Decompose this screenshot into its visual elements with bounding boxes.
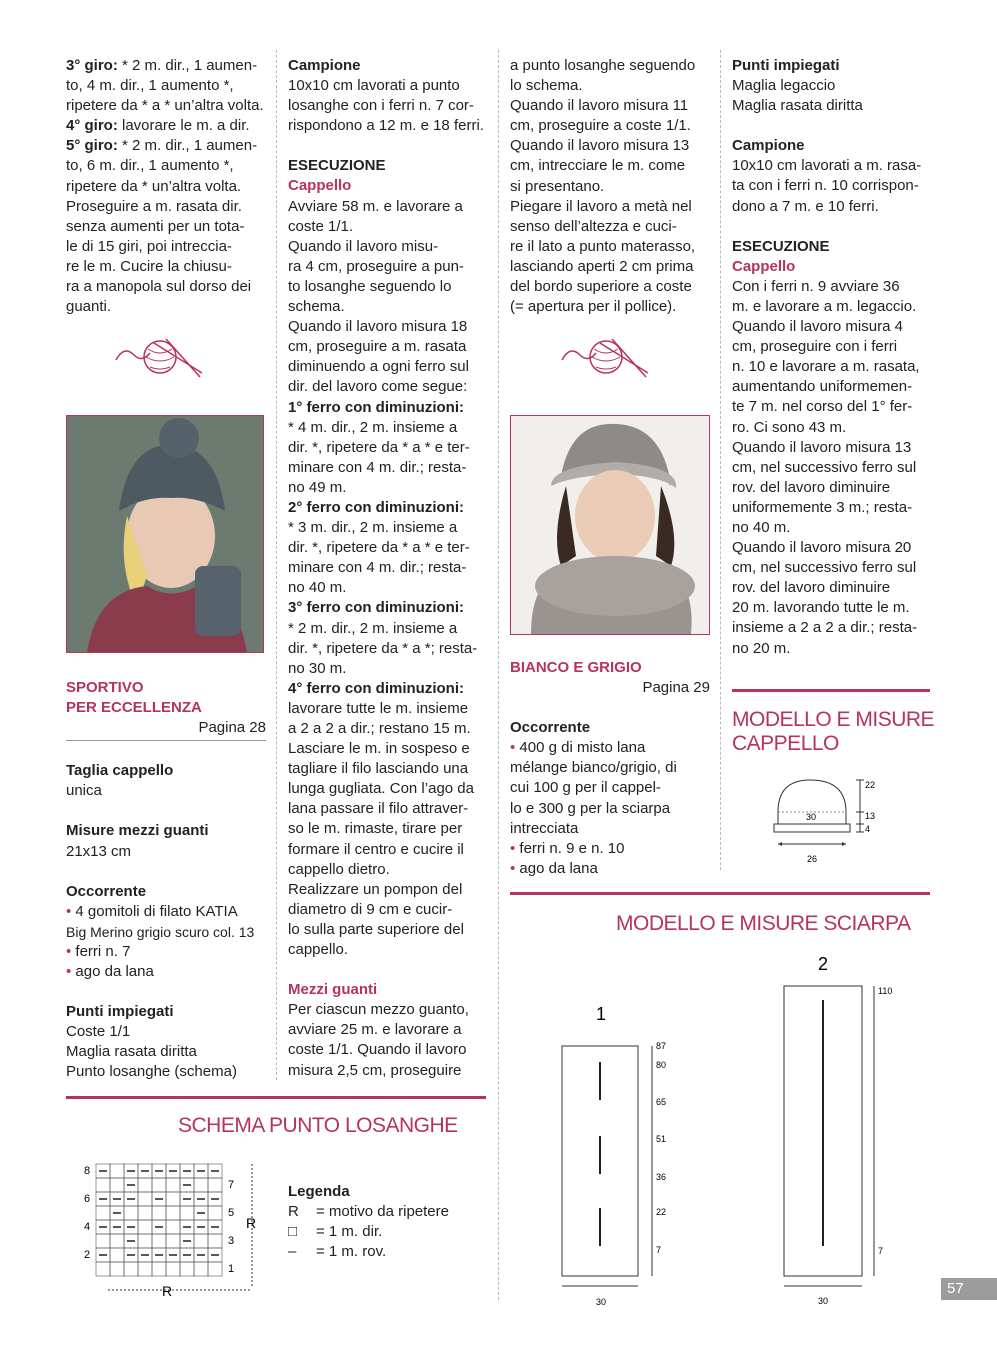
photo-woman-grey-hat (66, 415, 264, 653)
scarf2-h-7: 7 (878, 1246, 884, 1256)
text-line: Quando il lavoro misura 13 (732, 438, 912, 456)
mezzi-line: misura 2,5 cm, proseguire (288, 1061, 462, 1079)
text-line: cm, nel successivo ferro sul (732, 559, 917, 577)
row-label-7: 7 (228, 1179, 235, 1191)
campione-heading: Campione (732, 137, 805, 155)
text-line (288, 639, 488, 659)
chart-cell (166, 1178, 180, 1192)
column-3 (510, 56, 710, 317)
line-text: senza aumenti per un tota- (66, 217, 245, 235)
line-text: lavorare le m. a dir. (117, 117, 250, 135)
row-label-6: 6 (84, 1193, 91, 1205)
text-line: no 40 m. (732, 518, 791, 536)
legend (288, 1182, 488, 1262)
mezzi-line: avviare 25 m. e lavorare a (288, 1021, 462, 1039)
campione-heading: Campione (288, 57, 361, 74)
line-text: * 2 m. dir., 1 aumen- (117, 57, 258, 74)
chart-cell (96, 1234, 110, 1248)
text-line (288, 619, 488, 639)
scarf1-h-22: 22 (656, 1207, 667, 1217)
legend-row (288, 1222, 488, 1242)
misure-value: 21x13 cm (66, 842, 132, 860)
scarf1-width: 30 (596, 1297, 607, 1307)
hat-h3: 4 (865, 824, 871, 834)
project-info-2 (510, 658, 710, 879)
line-text: Lasciare le m. in sospeso e (288, 740, 470, 758)
chart-cell (194, 1178, 208, 1192)
text-line (66, 217, 266, 237)
line-text: ra a manopola sul dorso dei (66, 278, 252, 296)
campione-line: dono a 7 m. e 10 ferri. (732, 197, 879, 215)
text-line (66, 277, 266, 297)
line-text: * 4 m. dir., 2 m. insieme a (288, 418, 458, 436)
stitch-chart (80, 1160, 280, 1300)
row-label-5: 5 (228, 1207, 235, 1219)
title-schema: SCHEMA PUNTO LOSANGHE (178, 1114, 458, 1137)
line-text: ra 4 cm, proseguire a pun- (288, 257, 464, 275)
text-line (288, 398, 488, 418)
text-line (66, 96, 266, 116)
page-ref: Pagina 28 (66, 718, 266, 741)
text-line (288, 880, 488, 900)
scarf2-width: 30 (818, 1296, 829, 1306)
chart-cell (194, 1262, 208, 1276)
chart-cell (208, 1262, 222, 1276)
text-line: Quando il lavoro misura 11 (510, 97, 689, 115)
text-line (288, 237, 488, 257)
occorrente-heading: Occorrente (66, 882, 147, 900)
text-line (288, 418, 488, 438)
line-text: coste 1/1. (288, 217, 354, 235)
chart-cell (110, 1262, 124, 1276)
chart-cell (138, 1262, 152, 1276)
legend-symbol: – (288, 1243, 297, 1261)
materials-item: • ago da lana (66, 962, 266, 982)
scarf2-h-110: 110 (878, 986, 893, 996)
line-text: dir. del lavoro come segue: (288, 378, 468, 396)
line-text: Realizzare un pompon del (288, 880, 463, 898)
bold-lead: 2° ferro con diminuzioni: (288, 498, 465, 516)
line-text: no 40 m. (288, 579, 347, 597)
chart-cell (96, 1262, 110, 1276)
materials-item: cui 100 g per il cappel- (510, 779, 661, 797)
stitch-item: Punto losanghe (schema) (66, 1063, 237, 1081)
stitch-item: Maglia rasata diritta (66, 1043, 197, 1061)
line-text: dir. *, ripetere da * a * e ter- (288, 539, 470, 557)
title-modello-sciarpa: MODELLO E MISURE SCIARPA (616, 912, 911, 935)
campione-line: rispondono a 12 m. e 18 ferri. (288, 117, 484, 135)
text-line: aumentando uniformemen- (732, 378, 913, 396)
text-line: (= apertura per il pollice). (510, 298, 677, 316)
chart-cell (208, 1206, 222, 1220)
text-line (288, 759, 488, 779)
chart-cell (138, 1192, 152, 1206)
chart-cell (110, 1234, 124, 1248)
text-line: senso dell’altezza e cuci- (510, 217, 677, 235)
chart-cell (166, 1220, 180, 1234)
line-text: minare con 4 m. dir.; resta- (288, 559, 467, 577)
bold-lead: 5° giro: (66, 137, 118, 155)
line-text: a 2 a 2 a dir.; restano 15 m. (288, 720, 471, 737)
row-label-8: 8 (84, 1165, 91, 1177)
text-line: no 20 m. (732, 639, 791, 657)
cappello-heading: Cappello (732, 257, 796, 275)
line-text: tagliare il filo lasciando una (288, 760, 469, 778)
section-bar (732, 689, 930, 692)
line-text: cappello dietro. (288, 860, 390, 878)
chart-cell (152, 1206, 166, 1220)
materials-item: • ago da lana (510, 859, 710, 879)
text-line: cm, intrecciare le m. come (510, 157, 686, 175)
chart-cell (124, 1262, 138, 1276)
hat-w-top: 30 (806, 812, 817, 822)
line-text: lunga gugliata. Con l’ago da (288, 780, 474, 798)
mezzi-line: Per ciascun mezzo guanto, (288, 1001, 469, 1019)
line-text: * 2 m. dir., 2 m. insieme a (288, 619, 458, 637)
text-line: insieme a 2 a 2 a dir.; resta- (732, 619, 918, 637)
text-line: Quando il lavoro misura 20 (732, 539, 912, 557)
text-line: Piegare il lavoro a metà nel (510, 197, 692, 215)
text-line (288, 458, 488, 478)
line-text: Avviare 58 m. e lavorare a (288, 197, 463, 215)
chart-cell (166, 1192, 180, 1206)
chart-cell (110, 1164, 124, 1178)
text-line: rov. del lavoro diminuire (732, 478, 891, 496)
legend-symbol: □ (288, 1223, 298, 1241)
chart-cell (138, 1220, 152, 1234)
column-divider (498, 50, 500, 1300)
text-line (288, 739, 488, 759)
bold-lead: 3° ferro con diminuzioni: (288, 599, 465, 617)
chart-cell (180, 1206, 194, 1220)
bold-lead: 4° giro: (66, 117, 118, 135)
hat-h2: 13 (865, 811, 876, 821)
legend-row (288, 1242, 488, 1262)
scarf-label-1: 1 (596, 1004, 607, 1024)
legend-text: = 1 m. dir. (316, 1223, 383, 1241)
text-line (288, 578, 488, 598)
line-text: diminuendo a ogni ferro sul (288, 358, 469, 376)
project-info-1 (66, 678, 266, 1083)
line-text: Proseguire a m. rasata dir. (66, 197, 242, 215)
line-text: re le m. Cucire la chiusu- (66, 257, 232, 275)
materials-item: lo e 300 g per la sciarpa (510, 799, 671, 817)
text-line: m. e lavorare a m. legaccio. (732, 297, 917, 315)
line-text: lavorare tutte le m. insieme (288, 699, 469, 717)
text-line (288, 357, 488, 377)
legend-symbol: R (288, 1203, 299, 1221)
bold-lead: 4° ferro con diminuzioni: (288, 679, 465, 697)
chart-cell (166, 1234, 180, 1248)
misure-heading: Misure mezzi guanti (66, 822, 209, 840)
campione-line: ta con i ferri n. 10 corrispon- (732, 177, 919, 195)
text-line (288, 900, 488, 920)
repeat-label-bottom: R (162, 1283, 173, 1299)
text-line (288, 337, 488, 357)
project-title: BIANCO E GRIGIO (510, 659, 642, 676)
text-line (288, 840, 488, 860)
text-line (66, 257, 266, 277)
chart-cell (194, 1234, 208, 1248)
line-text: Quando il lavoro misura 18 (288, 318, 468, 336)
text-line (288, 920, 488, 940)
chart-cell (166, 1262, 180, 1276)
text-line (288, 438, 488, 458)
text-line (66, 177, 266, 197)
text-line (288, 277, 488, 297)
ball-of-yarn-icon (560, 335, 650, 391)
text-line (66, 197, 266, 217)
text-line: cm, nel successivo ferro sul (732, 458, 917, 476)
text-line (288, 297, 488, 317)
text-line (288, 538, 488, 558)
column-2 (288, 56, 488, 1081)
text-line (288, 719, 488, 739)
line-text: lana passare il filo attraver- (288, 800, 469, 818)
text-line: Quando il lavoro misura 4 (732, 318, 903, 336)
column-divider (720, 50, 722, 870)
repeat-label-right: R (246, 1215, 257, 1231)
text-line (288, 317, 488, 337)
chart-cell (96, 1178, 110, 1192)
line-text: ripetere da * a * un’altra volta. (66, 97, 264, 115)
text-line (288, 478, 488, 498)
materials-item: • ferri n. 7 (66, 942, 266, 962)
text-line (288, 860, 488, 880)
text-line (288, 558, 488, 578)
row-label-3: 3 (228, 1235, 235, 1247)
mezzi-line: coste 1/1. Quando il lavoro (288, 1041, 467, 1059)
line-text: * 3 m. dir., 2 m. insieme a (288, 519, 458, 537)
chart-cell (138, 1178, 152, 1192)
text-line (288, 819, 488, 839)
chart-cell (208, 1234, 222, 1248)
materials-item: mélange bianco/grigio, di (510, 759, 677, 777)
text-line (288, 518, 488, 538)
column-1 (66, 56, 266, 317)
scarf1-h-87: 87 (656, 1041, 667, 1051)
line-text: cm, proseguire a m. rasata (288, 338, 467, 356)
legend-heading: Legenda (288, 1183, 350, 1200)
cappello-heading: Cappello (288, 177, 352, 195)
materials-item: Big Merino grigio scuro col. 13 (66, 923, 255, 940)
project-title: SPORTIVO (66, 679, 144, 696)
line-text: formare il centro e cucire il (288, 840, 464, 858)
text-line (288, 779, 488, 799)
occorrente-heading: Occorrente (510, 719, 591, 737)
scarf-label-2: 2 (818, 954, 829, 974)
scarf1-h-65: 65 (656, 1097, 667, 1107)
chart-cell (152, 1178, 166, 1192)
stitch-item: Coste 1/1 (66, 1023, 131, 1041)
text-line: a punto losanghe seguendo (510, 57, 696, 74)
text-line (288, 940, 488, 960)
text-line (66, 56, 266, 76)
text-line: rov. del lavoro diminuire (732, 579, 891, 597)
text-line (288, 377, 488, 397)
text-line: Con i ferri n. 9 avviare 36 (732, 277, 900, 295)
line-text: guanti. (66, 298, 112, 316)
materials-item: • ferri n. 9 e n. 10 (510, 839, 710, 859)
text-line (288, 197, 488, 217)
chart-cell (152, 1262, 166, 1276)
chart-cell (180, 1262, 194, 1276)
bold-lead: 3° giro: (66, 57, 118, 74)
punti-heading: Punti impiegati (66, 1003, 174, 1021)
line-text: diametro di 9 cm e cucir- (288, 900, 453, 918)
text-line (288, 498, 488, 518)
line-text: dir. *, ripetere da * a *; resta- (288, 639, 478, 657)
row-label-2: 2 (84, 1249, 91, 1261)
chart-cell (152, 1234, 166, 1248)
section-bar (510, 892, 930, 895)
text-line (66, 76, 266, 96)
taglia-heading: Taglia cappello (66, 762, 174, 780)
line-text: so le m. rimaste, tirare per (288, 820, 463, 838)
esecuzione-heading: ESECUZIONE (732, 237, 830, 255)
line-text: no 49 m. (288, 478, 347, 496)
line-text: ripetere da * un’altra volta. (66, 177, 242, 195)
page-ref: Pagina 29 (642, 679, 710, 697)
ball-of-yarn-icon (114, 335, 204, 391)
photo-woman-chunky-hat (510, 415, 710, 635)
line-text: no 30 m. (288, 659, 347, 677)
legend-row (288, 1202, 488, 1222)
chart-cell (138, 1234, 152, 1248)
text-line (288, 679, 488, 699)
line-text: Quando il lavoro misu- (288, 237, 439, 255)
section-bar (66, 1096, 486, 1099)
text-line: uniformemente 3 m.; resta- (732, 498, 913, 516)
text-line: re il lato a punto materasso, (510, 237, 696, 255)
text-line (66, 116, 266, 136)
row-label-4: 4 (84, 1221, 91, 1233)
page-number: 57 (941, 1278, 997, 1300)
materials-item: • 400 g di misto lana (510, 738, 710, 758)
line-text: lo sulla parte superiore del (288, 920, 464, 938)
stitch-item: Maglia rasata diritta (732, 97, 863, 115)
esecuzione-heading: ESECUZIONE (288, 157, 386, 175)
legend-text: = motivo da ripetere (316, 1203, 449, 1221)
text-line: ro. Ci sono 43 m. (732, 418, 847, 436)
text-line: del bordo superiore a coste (510, 278, 692, 296)
title-modello-cappello: MODELLO E MISURE CAPPELLO (732, 708, 935, 755)
text-line (288, 217, 488, 237)
hat-w-bottom: 26 (807, 854, 818, 864)
chart-cell (124, 1206, 138, 1220)
mezzi-guanti-heading: Mezzi guanti (288, 981, 378, 999)
line-text: dir. *, ripetere da * a * e ter- (288, 438, 470, 456)
punti-heading: Punti impiegati (732, 57, 840, 74)
column-4 (732, 56, 932, 659)
scarf1-h-7: 7 (656, 1245, 662, 1255)
chart-cell (110, 1178, 124, 1192)
line-text: schema. (288, 298, 345, 316)
row-label-1: 1 (228, 1263, 235, 1275)
campione-line: losanghe con i ferri n. 7 cor- (288, 97, 474, 115)
text-line (288, 598, 488, 618)
chart-cell (166, 1206, 180, 1220)
chart-cell (96, 1206, 110, 1220)
scarf-diagram (540, 950, 920, 1310)
text-line: te 7 m. nel corso del 1° fer- (732, 398, 913, 416)
stitch-item: Maglia legaccio (732, 77, 836, 95)
column-divider (276, 50, 278, 1080)
text-line: n. 10 e lavorare a m. rasata, (732, 358, 920, 376)
text-line: cm, proseguire a coste 1/1. (510, 117, 691, 135)
line-text: * 2 m. dir., 1 aumen- (117, 137, 258, 155)
materials-item: intrecciata (510, 819, 579, 837)
chart-cell (208, 1178, 222, 1192)
line-text: to, 4 m. dir., 1 aumento *, (66, 77, 234, 95)
text-line (288, 659, 488, 679)
line-text: to losanghe seguendo lo (288, 277, 452, 295)
text-line (66, 136, 266, 156)
scarf1-h-51: 51 (656, 1134, 667, 1144)
campione-line: 10x10 cm lavorati a m. rasa- (732, 157, 922, 175)
text-line: lasciando aperti 2 cm prima (510, 257, 694, 275)
line-text: to, 6 m. dir., 1 aumento *, (66, 157, 234, 175)
text-line: lo schema. (510, 77, 583, 95)
scarf1-h-36: 36 (656, 1172, 667, 1182)
text-line: Quando il lavoro misura 13 (510, 137, 690, 155)
hat-diagram (760, 772, 880, 868)
hat-h1: 22 (865, 780, 876, 790)
text-line (66, 156, 266, 176)
legend-text: = 1 m. rov. (316, 1243, 387, 1261)
taglia-value: unica (66, 782, 102, 800)
text-line (288, 257, 488, 277)
chart-cell (110, 1248, 124, 1262)
scarf1-h-80: 80 (656, 1060, 667, 1070)
chart-cell (138, 1206, 152, 1220)
text-line (288, 699, 488, 719)
line-text: minare con 4 m. dir.; resta- (288, 458, 467, 476)
line-text: cappello. (288, 941, 349, 959)
text-line: 20 m. lavorando tutte le m. (732, 599, 910, 617)
text-line (288, 799, 488, 819)
text-line (66, 297, 266, 317)
project-title: PER ECCELLENZA (66, 699, 202, 717)
text-line: cm, proseguire con i ferri (732, 338, 898, 356)
campione-line: 10x10 cm lavorati a punto (288, 77, 460, 95)
materials-item: • 4 gomitoli di filato KATIA (66, 902, 266, 922)
bold-lead: 1° ferro con diminuzioni: (288, 398, 465, 416)
text-line: si presentano. (510, 177, 605, 195)
text-line (66, 237, 266, 257)
line-text: le di 15 giri, poi intreccia- (66, 237, 232, 255)
